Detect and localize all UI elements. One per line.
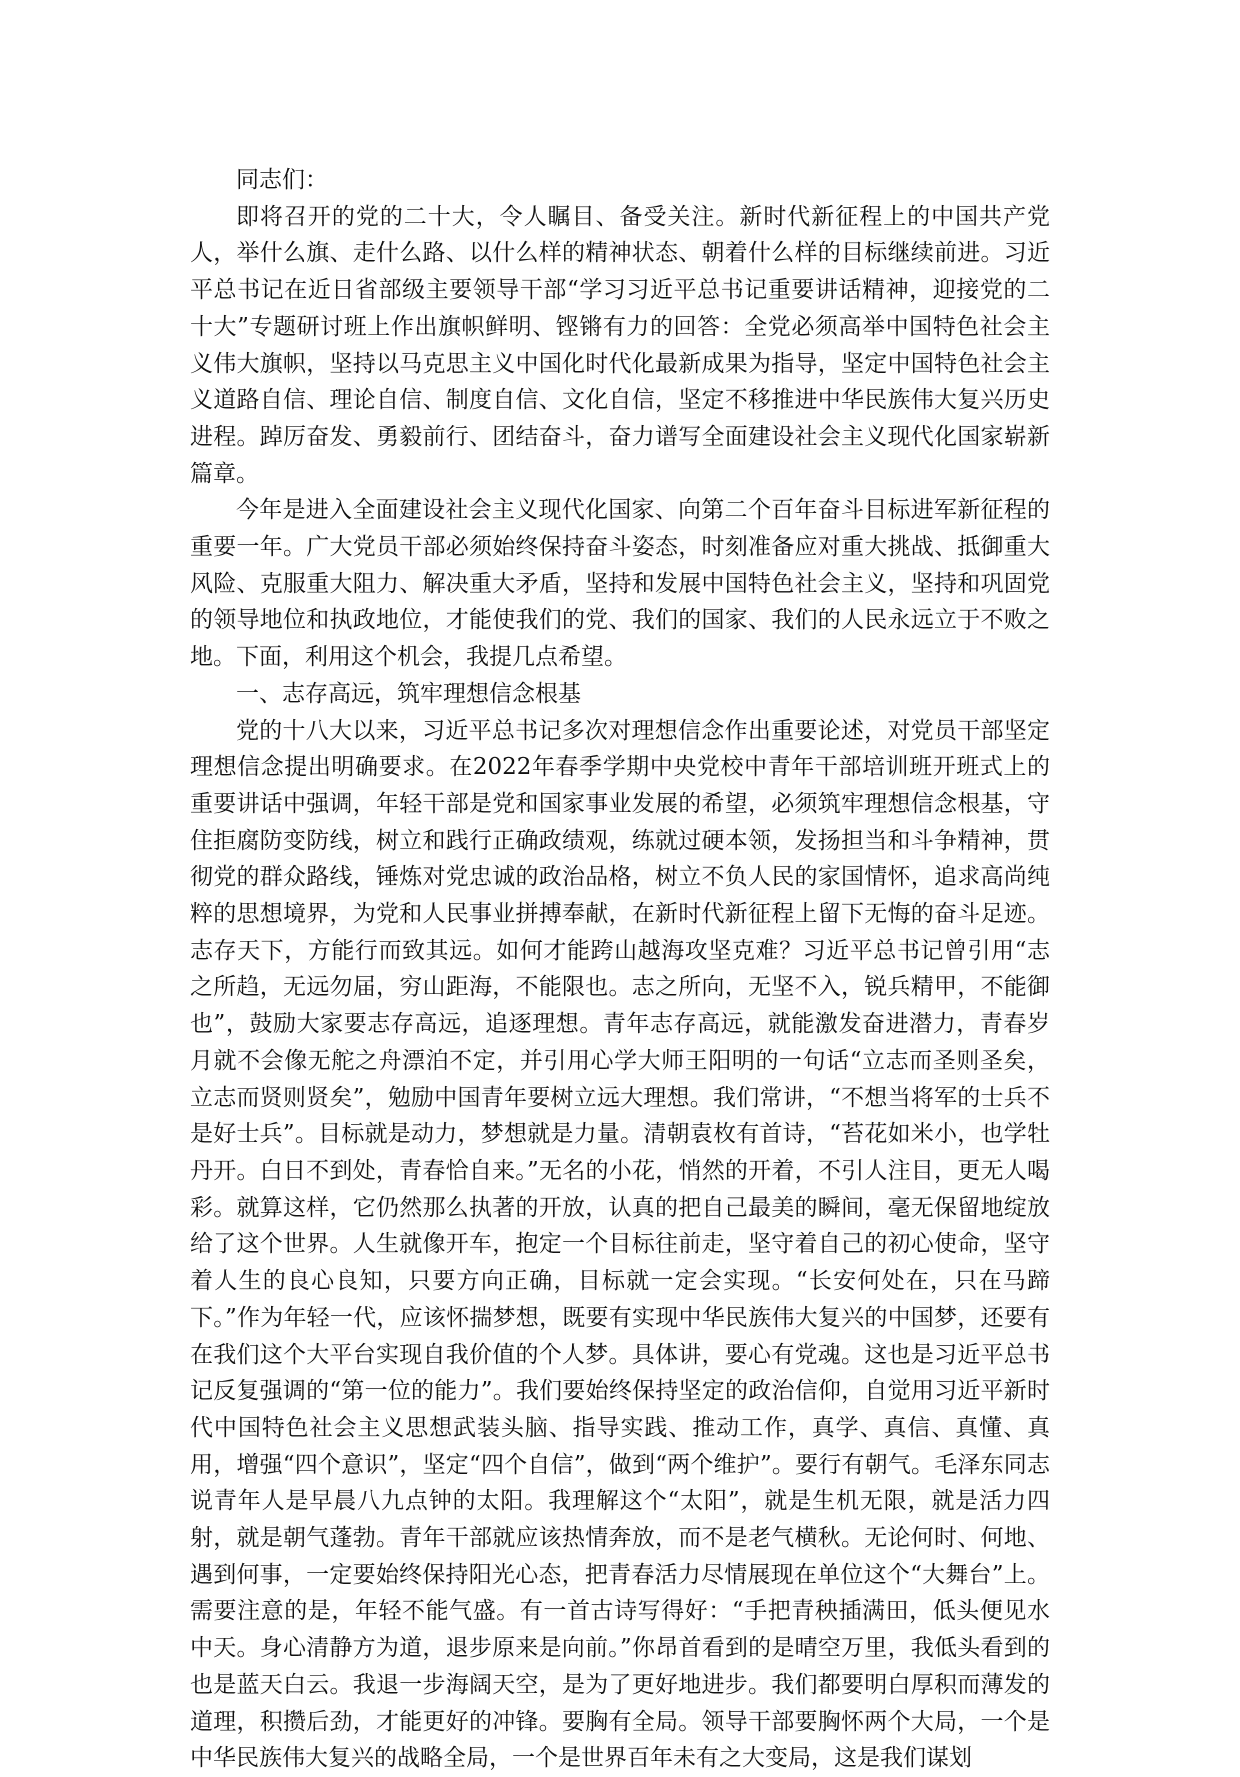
salutation-paragraph: 同志们：	[236, 167, 328, 193]
section-heading: 一、志存高远，筑牢理想信念根基	[236, 680, 581, 707]
body-paragraph: 党的十八大以来，习近平总书记多次对理想信念作出重要论述，对党员干部坚定理想信念提出明确要求。在2022年春季学期中央党校中青年干部培训班开班式上的重要讲话中强调，年轻干部是党和国家事业发展的希望，必须筑牢理想信念根基，守住拒腐防变防线，树立和践行正确政绩观，练就过硬本领，发扬担当和斗争精神，贯彻党的群众路线，锤炼对党忠诚的政治品格，树立不负人民的家国情怀，追求高尚纯粹的思想境界，为党和人民事业拼搏奉献，在新时代新征程上留下无悔的奋斗足迹。志存天下，方能行而致其远。如何才能跨山越海攻坚克难？习近平总书记曾引用“志之所趋，无远勿届，穷山距海，不能限也。志之所向，无坚不入，锐兵精甲，不能御也”，鼓励大家要志存高远，追逐理想。青年志存高远，就能激发奋进潜力，青春岁月就不会像无舵之舟漂泊不定，并引用心学大师王阳明的一句话“立志而圣则圣矣，立志而贤则贤矣”，勉励中国青年要树立远大理想。我们常讲，“不想当将军的士兵不是好士兵”。目标就是动力，梦想就是力量。清朝袁枚有首诗，“苔花如米小，也学牡丹开。白日不到处，青春恰自来。”无名的小花，悄然的开着，不引人注目，更无人喝彩。就算这样，它仍然那么执著的开放，认真的把自己最美的瞬间，毫无保留地绽放给了这个世界。人生就像开车，抱定一个目标往前走，坚守着自己的初心使命，坚守着人生的良心良知，只要方向正确，目标就一定会实现。“长安何处在，只在马蹄下。”作为年轻一代，应该怀揣梦想，既要有实现中华民族伟大复兴的中国梦，还要有在我们这个大平台实现自我价值的个人梦。具体讲，要心有党魂。这也是习近平总书记反复强调的“第一位的能力”。我们要始终保持坚定的政治信仰，自觉用习近平新时代中国特色社会主义思想武装头脑、指导实践、推动工作，真学、真信、真懂、真用，增强“四个意识”，坚定“四个自信”，做到“两个维护”。要行有朝气。毛泽东同志说青年人是早晨八九点钟的太阳。我理解这个“太阳”，就是生机无限，就是活力四射，就是朝气蓬勃。青年干部就应该热情奔放，而不是老气横秋。无论何时、何地、遇到何事，一定要始终保持阳光心态，把青春活力尽情展现在单位这个“大舞台”上。需要注意的是，年轻不能气盛。有一首古诗写得好：“手把青秧插满田，低头便见水中天。身心清静方为道，退步原来是向前。”你昂首看到的是晴空万里，我低头看到的也是蓝天白云。我退一步海阔天空，是为了更好地进步。我们都要明白厚积而薄发的道理，积攒后劲，才能更好的冲锋。要胸有全局。领导干部要胸怀两个大局，一个是中华民族伟大复兴的战略全局，一个是世界百年未有之大变局，这是我们谋划	[190, 717, 1050, 1772]
body-paragraph: 今年是进入全面建设社会主义现代化国家、向第二个百年奋斗目标进军新征程的重要一年。广大党员干部必须始终保持奋斗姿态，时刻准备应对重大挑战、抵御重大风险、克服重大阻力、解决重大矛盾，坚持和发展中国特色社会主义，坚持和巩固党的领导地位和执政地位，才能使我们的党、我们的国家、我们的人民永远立于不败之地。下面，利用这个机会，我提几点希望。	[190, 497, 1050, 671]
document-body	[190, 162, 1050, 1777]
body-paragraph: 即将召开的党的二十大，令人瞩目、备受关注。新时代新征程上的中国共产党人，举什么旗、走什么路、以什么样的精神状态、朝着什么样的目标继续前进。习近平总书记在近日省部级主要领导干部“学习习近平总书记重要讲话精神，迎接党的二十大”专题研讨班上作出旗帜鲜明、铿锵有力的回答：全党必须高举中国特色社会主义伟大旗帜，坚持以马克思主义中国化时代化最新成果为指导，坚定中国特色社会主义道路自信、理论自信、制度自信、文化自信，坚定不移推进中华民族伟大复兴历史进程。踔厉奋发、勇毅前行、团结奋斗，奋力谱写全面建设社会主义现代化国家崭新篇章。	[190, 203, 1050, 487]
